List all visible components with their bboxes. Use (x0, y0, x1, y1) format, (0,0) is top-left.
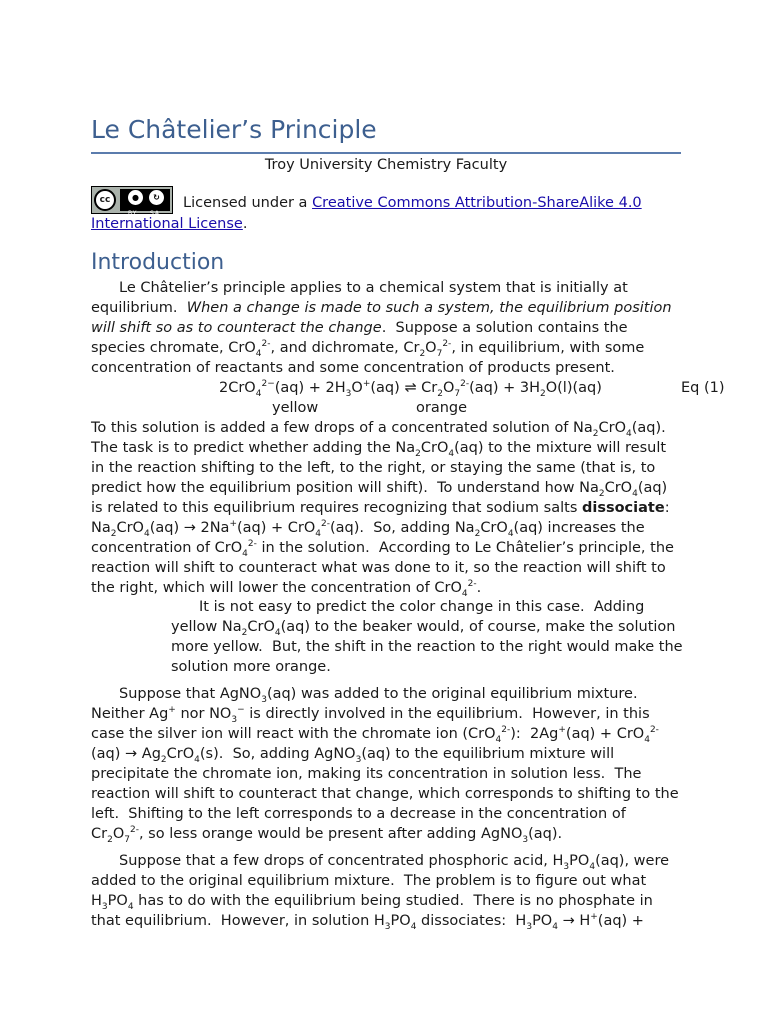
cc-by-sa-badge[interactable] (91, 186, 173, 217)
cc-logo-icon: cc (94, 189, 116, 211)
license-suffix: . (242, 216, 248, 232)
yellow-label: yellow (272, 400, 319, 416)
author-line: Troy University Chemistry Faculty (264, 157, 508, 173)
sharealike-arrow-icon: ↻ (149, 190, 164, 205)
equation-label: Eq (1) (681, 380, 725, 396)
paragraph-silver-nitrate: Suppose that AgNO$_3$(aq) was added to the original equilibrium mixture. Neither Ag+ nor $NO_3^-$ is directly involved in the equilibrium. However, in this case the silver ion will react with the chromate ion (CrO$_4^{2-}$): $2Ag^+(aq) + CrO_4^{2-}(aq) \to Ag_2CrO_4(s)$. So, adding AgNO$_3$(aq) to the equilibrium mixture will precipitate the chromate ion, making its concentration in solution less. The reaction will shift to counteract that change, which corresponds to shifting to the left. Shifting to the left corresponds to a decrease in the concentration of $Cr_2O_7^{2-}$, so less orange would be present after adding AgNO$_3$(aq). (91, 686, 679, 845)
page-title: Le Châtelier’s Principle (91, 114, 681, 154)
paragraph-intro: Le Châtelier’s principle applies to a chemical system that is initially at equilibrium. When a change is made to such a system, the equilibrium position will shift so as to counteract the change. Suppose a solution contains the species chromate, CrO$_4^{2-}$, and dichromate, $Cr_2O_7^{2-}$, in equilibrium, with some concentration of reactants and some concentration of products present. (91, 280, 672, 376)
section-heading-introduction: Introduction (91, 250, 225, 275)
orange-label: orange (416, 400, 468, 416)
license-link[interactable]: Creative Commons Attribution-ShareAlike 4.0 International License (91, 195, 642, 232)
equation-1: $2CrO_4^{2-}(aq) + 2H_3O^+(aq)$ ⇌ $Cr_2O_7^{2-}(aq) + 3H_2O(l)(aq)$ (219, 379, 602, 399)
badge-sa-label: SA (150, 210, 161, 217)
badge-dark-panel (120, 189, 170, 217)
note-color-change: It is not easy to predict the color change in this case. Adding yellow $Na_2CrO_4(aq)$ to the beaker would, of course, make the solution more yellow. But, the shift in the reaction to the right would make the solution more orange. (171, 599, 683, 675)
license-prefix: Licensed under a (183, 195, 313, 211)
license-block (91, 186, 691, 235)
paragraph-phosphoric-acid: Suppose that a few drops of concentrated phosphoric acid, $H_3PO_4(aq)$, were added to the original equilibrium mixture. The problem is to figure out what $H_3PO_4$ has to do with the equilibrium being studied. There is no phosphate in that equilibrium. However, in solution $H_3PO_4$ dissociates: $H_3PO_4 \to H^+(aq)$ + (91, 853, 670, 932)
badge-by-label: BY (128, 210, 138, 217)
paragraph-sodium-chromate: To this solution is added a few drops of a concentrated solution of $Na_2CrO_4(aq)$. The task is to predict whether adding the $Na_2CrO_4(aq)$ to the mixture will result in the reaction shifting to the left, to the right, or staying the same (that is, to predict how the equilibrium position will shift). To understand how $Na_2CrO_4(aq)$ is related to this equilibrium requires recognizing that sodium salts dissociate: $Na_2CrO_4(aq) \to 2Na^+(aq) + CrO_4^{2-}(aq)$. So, adding $Na_2CrO_4(aq)$ increases the concentration of CrO$_4^{2-}$ in the solution. According to Le Châtelier’s principle, the reaction will shift to counteract what was done to it, so the reaction will shift to the right, which will lower the concentration of CrO$_4^{2-}$. (91, 420, 674, 599)
attribution-person-icon: ● (128, 190, 143, 205)
